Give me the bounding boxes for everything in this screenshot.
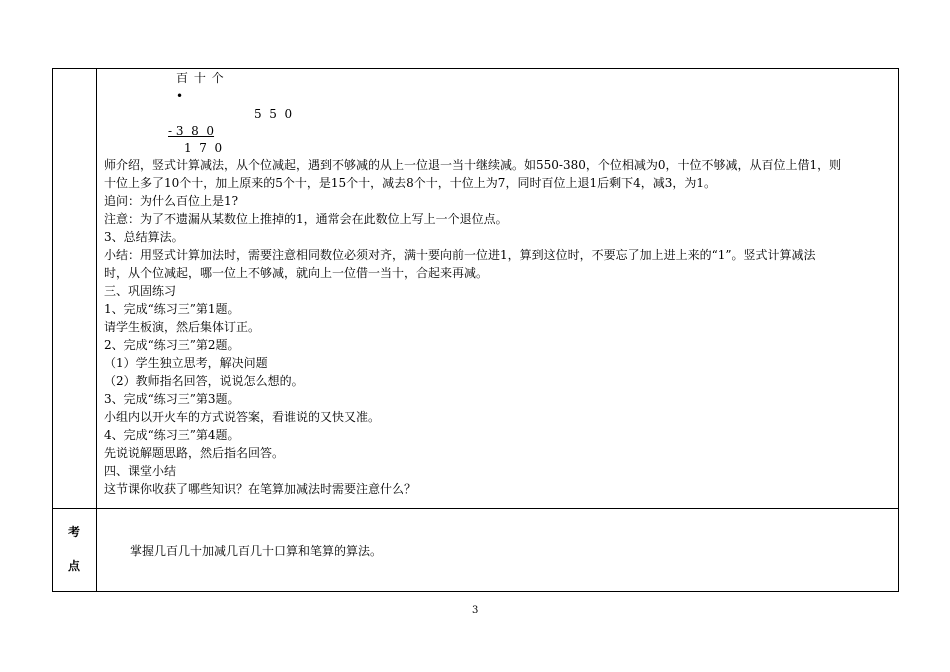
table-column-divider [96,68,97,592]
section-heading: 四、课堂小结 [104,464,177,478]
paragraph-line: 2、完成“练习三”第2题。 [104,338,240,352]
paragraph-line: 3、总结算法。 [104,230,184,244]
place-value-header: 百 十 个 [176,71,225,85]
paragraph-line: 先说说解题思路，然后指名回答。 [104,446,285,460]
subtrahend: - 3 8 0 [168,124,215,138]
paragraph-line: 追问：为什么百位上是1? [104,194,239,208]
difference: 1 7 0 [184,141,223,155]
kaodian-label-2: 点 [68,559,81,573]
paragraph-line: 小组内以开火车的方式说答案，看谁说的又快又准。 [104,410,381,424]
section-heading: 三、巩固练习 [104,284,177,298]
paragraph-line: （2）教师指名回答，说说怎么想的。 [104,374,304,388]
kaodian-content: 掌握几百几十加减几百几十口算和笔算的算法。 [130,544,383,558]
paragraph-line: 1、完成“练习三”第1题。 [104,302,240,316]
paragraph-line: 4、完成“练习三”第4题。 [104,428,240,442]
paragraph-line: （1）学生独立思考，解决问题 [104,356,268,370]
borrow-dot: • [176,89,184,103]
paragraph-line: 十位上多了10个十，加上原来的5个十，是15个十，减去8个十，十位上为7，同时百位上退1后剩下4，减3，为1。 [104,176,716,190]
paragraph-line: 注意：为了不遗漏从某数位上推掉的1，通常会在此数位上写上一个退位点。 [104,212,508,226]
page-number: 3 [472,605,479,616]
table-row-divider [52,508,899,509]
paragraph-line: 时，从个位减起，哪一位上不够减，就向上一位借一当十，合起来再减。 [104,266,489,280]
paragraph-line: 小结：用竖式计算加法时，需要注意相同数位必须对齐，满十要向前一位进1，算到这位时，不要忘了加上进上来的“1”。竖式计算减法 [104,248,816,262]
paragraph-line: 这节课你收获了哪些知识？在笔算加减法时需要注意什么？ [104,482,417,496]
paragraph-line: 师介绍，竖式计算减法，从个位减起，遇到不够减的从上一位退一当十继续减。如550-380，个位相减为0，十位不够减，从百位上借1，则 [104,158,842,172]
paragraph-line: 请学生板演，然后集体订正。 [104,320,261,334]
minuend: 5 5 0 [254,107,293,121]
paragraph-line: 3、完成“练习三”第3题。 [104,392,240,406]
kaodian-label-1: 考 [68,525,81,539]
